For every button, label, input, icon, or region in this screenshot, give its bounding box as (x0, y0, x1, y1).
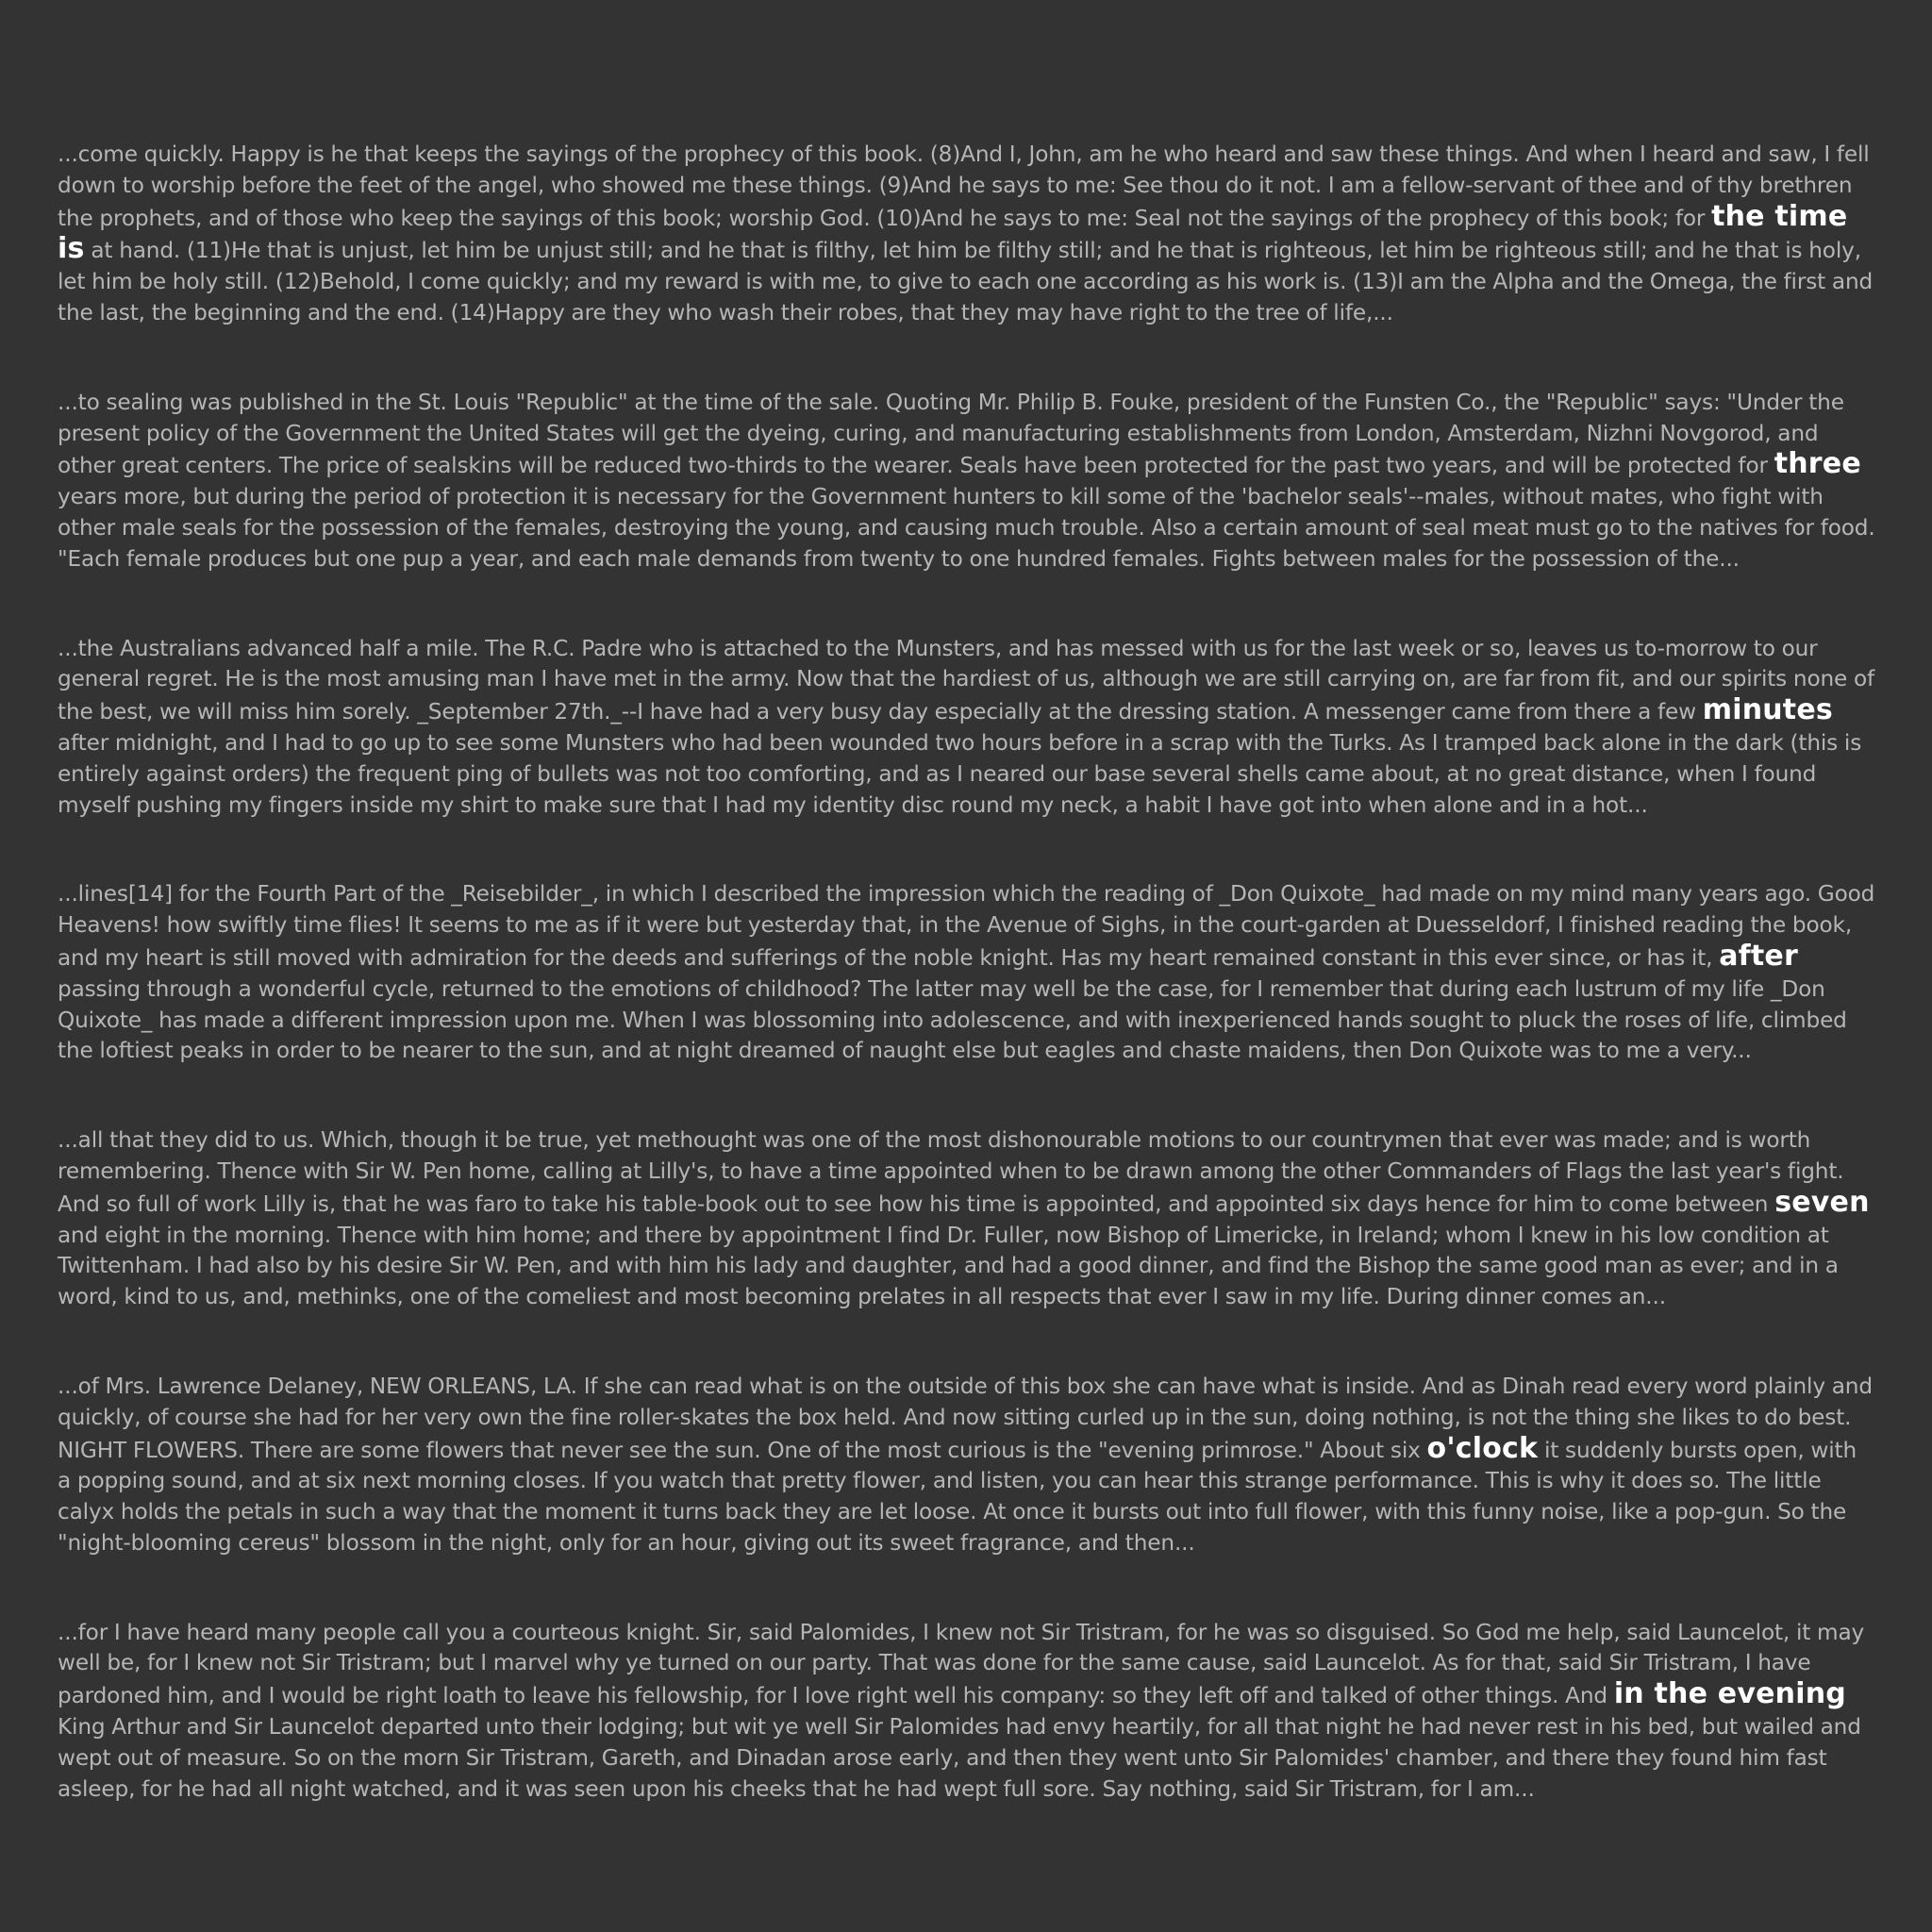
quote-paragraph (58, 634, 1875, 822)
quote-text-before: ...for I have heard many people call you a courteous knight. Sir, said Palomides, I knew not Sir Tristram, for he was so disguised. So God me help, said Launcelot, it may well be, for I knew not Sir Tristram; but I marvel why ye turned on our party. That was done for the same cause, said Launcelot. As for that, said Sir Tristram, I have pardoned him, and I would be right loath to leave his fellowship, for I love right well his company: so they left off and talked of other things. And (58, 1619, 1865, 1709)
quote-paragraph (58, 1372, 1875, 1559)
quote-paragraph (58, 879, 1875, 1067)
quote-highlight: o'clock (1426, 1431, 1539, 1465)
quote-highlight: minutes (1702, 693, 1833, 727)
quote-text-after: years more, but during the period of protection it is necessary for the Government hunters to kill some of the 'bachelor seals'--males, without mates, who fight with other male seals for the possession of the females, destroying the young, and causing much trouble. Also a certain amount of seal meat must go to the natives for food. "Each female produces but one pup a year, and each male demands from twenty to one hundred females. Fights between males for the possession of the... (58, 484, 1875, 572)
quote-text-after: after midnight, and I had to go up to see some Munsters who had been wounded two hours before in a scrap with the Turks. As I tramped back alone in the dark (this is entirely against orders) the frequent ping of bullets was not too comforting, and as I neared our base several shells came about, at no great distance, when I found myself pushing my fingers inside my shirt to make sure that I had my identity disc round my neck, a habit I have got into when alone and in a hot... (58, 729, 1862, 818)
quote-paragraph (58, 140, 1875, 329)
quote-text-before: ...lines[14] for the Fourth Part of the _Reisebilder_, in which I described the impression which the reading of _Don Quixote_ had made on my mind many years ago. Good Heavens! how swiftly time flies! It seems to me as if it were but yesterday that, in the Avenue of Sighs, in the court-garden at Duesseldorf, I finished reading the book, and my heart is still moved with admiration for the deeds and sufferings of the noble knight. Has my heart remained constant in this ever since, or has it, (58, 881, 1875, 971)
quote-text-before: ...to sealing was published in the St. Louis "Republic" at the time of the sale. Quoting Mr. Philip B. Fouke, president of the Funsten Co., the "Republic" says: "Under the present policy of the Government the United States will get the dyeing, curing, and manufacturing establishments from London, Amsterdam, Nizhni Novgorod, and other great centers. The price of sealskins will be reduced two-thirds to the wearer. Seals have been protected for the past two years, and will be protected for (58, 389, 1844, 479)
quote-text-after: King Arthur and Sir Launcelot departed unto their lodging; but wit ye well Sir Palomides had envy heartily, for all that night he had never rest in his bed, but wailed and wept out of measure. So on the morn Sir Tristram, Gareth, and Dinadan arose early, and then they went unto Sir Palomides' chamber, and there they found him fast asleep, for he had all night watched, and it was seen upon his cheeks that he had wept full sore. Say nothing, said Sir Tristram, for I am... (58, 1714, 1861, 1802)
quote-text-before: ...come quickly. Happy is he that keeps the sayings of the prophecy of this book. (8)And I, John, am he who heard and saw these things. And when I heard and saw, I fell down to worship before the feet of the angel, who showed me these things. (9)And he says to me: See thou do it not. I am a fellow-servant of thee and of thy brethren the prophets, and of those who keep the sayings of this book; worship God. (10)And he says to me: Seal not the sayings of the prophecy of this book; for (58, 142, 1870, 231)
quote-text-after: and eight in the morning. Thence with him home; and there by appointment I find Dr. Fuller, now Bishop of Limericke, in Ireland; whom I knew in his low condition at Twittenham. I had also by his desire Sir W. Pen, and with him his lady and daughter, and had a good dinner, and find the Bishop the same good man as ever; and in a word, kind to us, and, methinks, one of the comeliest and most becoming prelates in all respects that ever I saw in my life. During dinner comes an... (58, 1222, 1839, 1310)
quote-highlight: seven (1774, 1185, 1870, 1219)
quote-paragraph (58, 388, 1875, 575)
quote-text-after: at hand. (11)He that is unjust, let him be unjust still; and he that is filthy, let him be filthy still; and he that is righteous, let him be righteous still; and he that is holy, let him be holy still. (12)Behold, I come quickly; and my reward is with me, to give to each one according as his work is. (13)I am the Alpha and the Omega, the first and the last, the beginning and the end. (14)Happy are they who wash their robes, that they may have right to the tree of life,... (58, 238, 1874, 325)
quote-paragraph (58, 1618, 1875, 1806)
quote-highlight: three (1774, 447, 1861, 481)
quote-highlight: in the evening (1613, 1677, 1846, 1711)
quote-text-before: ...all that they did to us. Which, though it be true, yet methought was one of the most dishonourable motions to our countrymen that ever was made; and is worth remembering. Thence with Sir W. Pen home, calling at Lilly's, to have a time appointed when to be drawn among the other Commanders of Flags the last year's fight. And so full of work Lilly is, that he was faro to take his table-book out to see how his time is appointed, and appointed six days hence for him to come between (58, 1127, 1844, 1217)
quote-text-before: ...the Australians advanced half a mile. The R.C. Padre who is attached to the Munsters, and has messed with us for the last week or so, leaves us to-morrow to our general regret. He is the most amusing man I have met in the army. Now that the hardiest of us, although we are still carrying on, are far from fit, and our spirits none of the best, we will miss him sorely. _September 27th._--I have had a very busy day especially at the dressing station. A messenger came from there a few (58, 635, 1875, 725)
quote-text-before: ...of Mrs. Lawrence Delaney, NEW ORLEANS, LA. If she can read what is on the outside of this box she can have what is inside. And as Dinah read every word plainly and quickly, of course she had for her very own the fine roller-skates the box held. And now sitting curled up in the sun, doing nothing, is not the thing she likes to do best. NIGHT FLOWERS. There are some flowers that never see the sun. One of the most curious is the "evening primrose." About six (58, 1373, 1873, 1463)
quote-paragraph (58, 1125, 1875, 1313)
quote-text-after: it suddenly bursts open, with a popping sound, and at six next morning closes. If you watch that pretty flower, and listen, you can hear this strange performance. This is why it does so. The little calyx holds the petals in such a way that the moment it turns back they are let loose. At once it bursts out into full flower, with this funny noise, like a pop-gun. So the "night-blooming cereus" blossom in the night, only for an hour, giving out its sweet fragrance, and then... (58, 1437, 1857, 1556)
quote-text-after: passing through a wonderful cycle, returned to the emotions of childhood? The latter may well be the case, for I remember that during each lustrum of my life _Don Quixote_ has made a different impression upon me. When I was blossoming into adolescence, and with inexperienced hands sought to pluck the roses of life, climbed the loftiest peaks in order to be nearer to the sun, and at night dreamed of naught else but eagles and chaste maidens, then Don Quixote was to me a very... (58, 975, 1847, 1064)
quote-highlight: the time is (58, 199, 1848, 266)
quote-highlight: after (1719, 939, 1798, 973)
